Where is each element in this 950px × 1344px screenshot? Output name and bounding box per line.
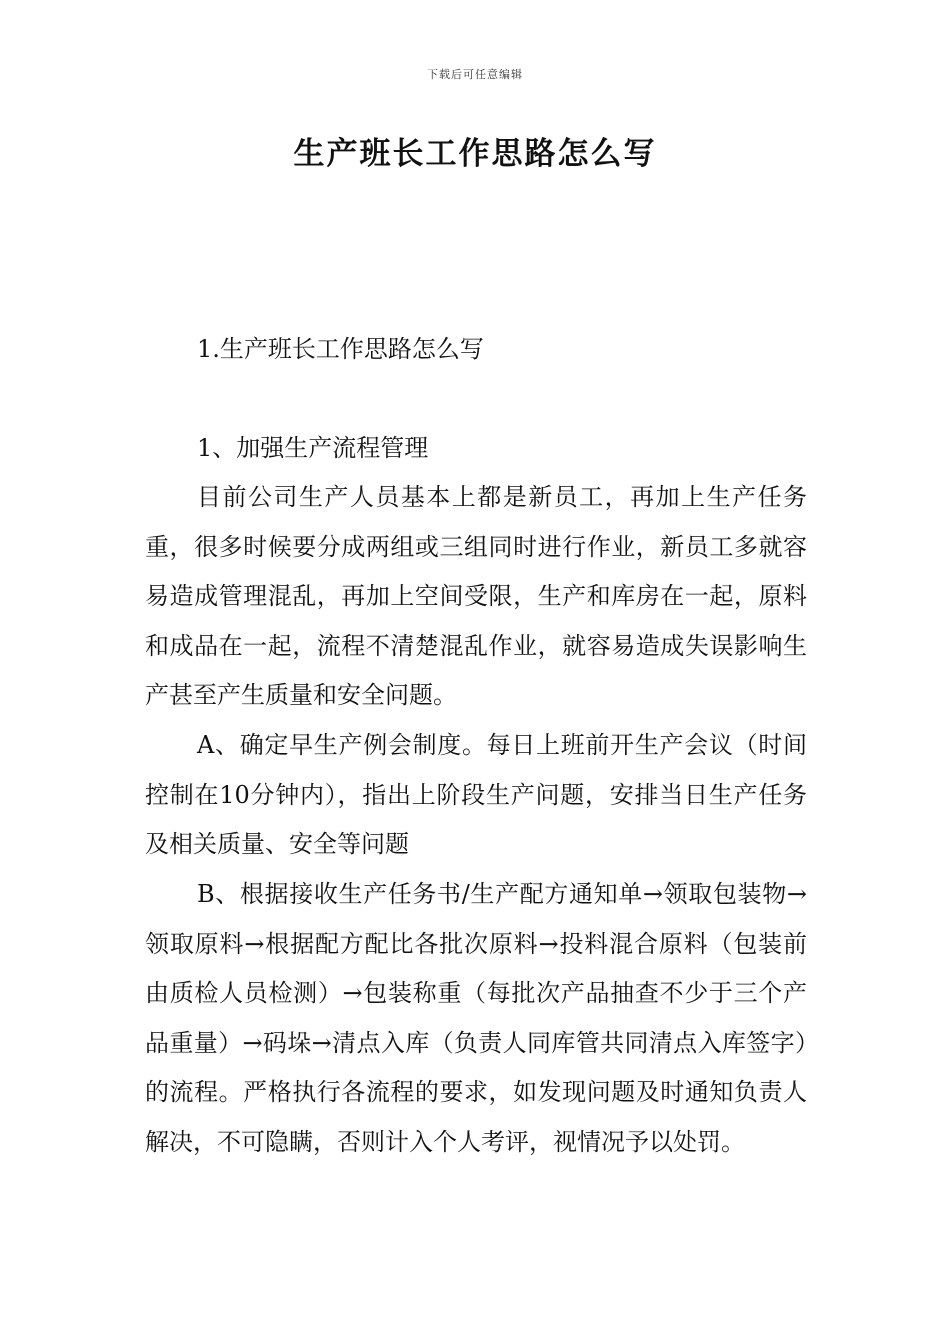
paragraph-2: A、确定早生产例会制度。每日上班前开生产会议（时间控制在10分钟内），指出上阶段生产问题，安排当日生产任务及相关质量、安全等问题 bbox=[145, 731, 807, 858]
paragraph-1: 目前公司生产人员基本上都是新员工，再加上生产任务重，很多时候要分成两组或三组同时进行作业，新员工多就容易造成管理混乱，再加上空间受限，生产和库房在一起，原料和成品在一起，流程不清楚混乱作业，就容易造成失误影响生产甚至产生质量和安全问题。 bbox=[145, 483, 807, 709]
paragraph-3: B、根据接收生产任务书/生产配方通知单→领取包装物→领取原料→根据配方配比各批次原料→投料混合原料（包装前由质检人员检测）→包装称重（每批次产品抽查不少于三个产品重量）→码垛→清点入库（负责人同库管共同清点入库签字）的流程。严格执行各流程的要求，如发现问题及时通知负责人解决，不可隐瞒，否则计入个人考评，视情况予以处罚。 bbox=[145, 880, 807, 1156]
section-heading-1: 1.生产班长工作思路怎么写 bbox=[197, 335, 484, 363]
document-title: 生产班长工作思路怎么写 bbox=[293, 136, 657, 172]
section-heading-2: 1、加强生产流程管理 bbox=[197, 434, 429, 462]
header-note: 下载后可任意编辑 bbox=[427, 68, 523, 81]
